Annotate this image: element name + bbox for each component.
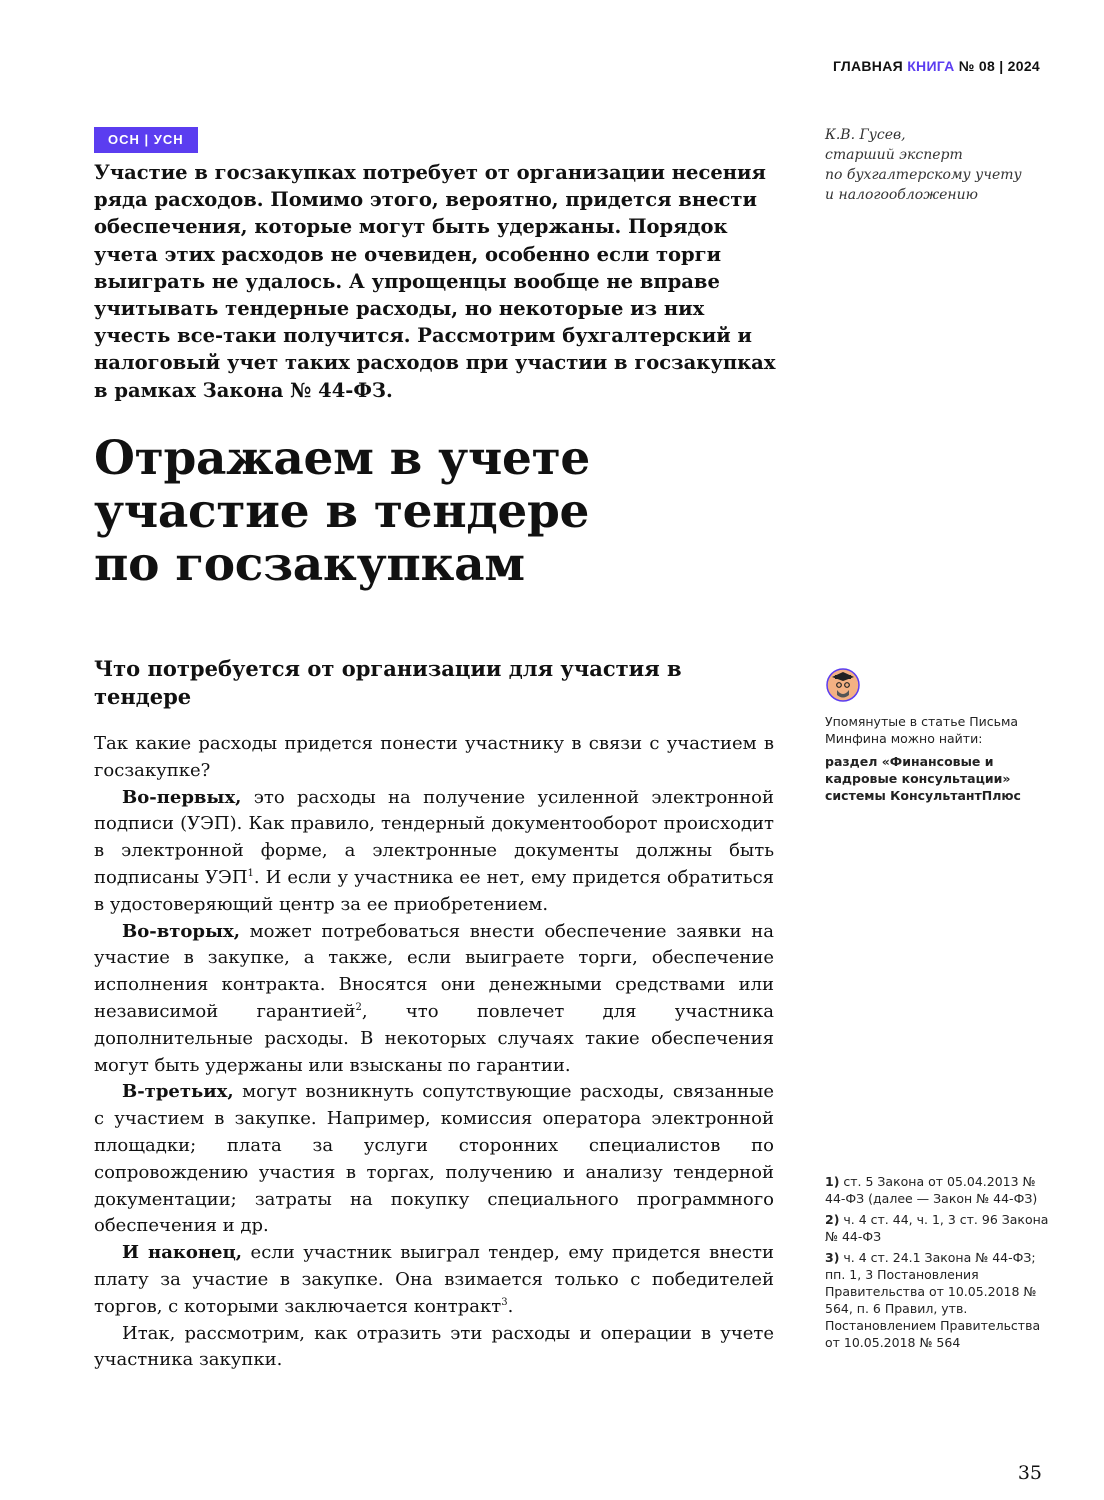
tax-regime-badge: ОСН | УСН	[94, 127, 198, 153]
paragraph-fourth	[94, 1240, 774, 1320]
paragraph-text: , что повлечет для участника дополнительные расходы. В некоторых случаях такие обеспечения могут быть удержаны или взысканы по гарантии.	[94, 1000, 774, 1076]
sidenote-source: раздел «Финансовые и кадровые консультации» системы КонсультантПлюс	[825, 754, 1021, 803]
title-line: участие в тендере	[94, 484, 590, 539]
consultant-avatar-icon	[826, 668, 860, 702]
paragraph-second	[94, 919, 774, 1080]
author-block	[825, 125, 1065, 205]
paragraph-text: .	[507, 1295, 514, 1317]
paragraph-lead: Во-первых,	[122, 786, 242, 808]
paragraph-lead: В-третьих,	[122, 1081, 234, 1103]
paragraph-text: если участник выиграл тендер, ему придется внести плату за участие в закупке. Она взимается только с победителей торгов, с которыми заключается контракт	[94, 1242, 774, 1317]
title-line: Отражаем в учете	[94, 431, 591, 486]
paragraph-text: могут возникнуть сопутствующие расходы, связанные с участием в закупке. Например, комиссия оператора электронной площадки; плата за услуги сторонних специалистов по сопровождению участия в торгах, получению и анализу тендерной документации; затраты на покупку специального программного обеспечения и др.	[94, 1081, 774, 1237]
footnote-ref[interactable]: 2	[355, 1001, 362, 1013]
title-line: по госзакупкам	[94, 537, 525, 592]
paragraph-text: . И если у участника ее нет, ему придется обратиться в удостоверяющий центр за ее приобретением.	[94, 866, 775, 915]
paragraph-first	[94, 785, 774, 919]
paragraph-text: это расходы на получение усиленной электронной подписи (УЭП). Как правило, тендерный документооборот происходит в электронной форме, а электронные документы должны быть подписаны УЭП	[94, 786, 774, 888]
footnote-number: 3)	[825, 1250, 840, 1265]
page-number: 35	[1017, 1462, 1042, 1484]
masthead-part1: ГЛАВНАЯ	[832, 58, 903, 74]
footnote-number: 1)	[825, 1174, 840, 1189]
footnote-ref[interactable]: 3	[501, 1296, 508, 1308]
footnote-number: 2)	[825, 1212, 840, 1227]
author-name: К.В. Гусев,	[825, 127, 906, 143]
article-lead: Участие в госзакупках потребует от организации несения ряда расходов. Помимо этого, вероятно, придется внести обеспечения, которые могут быть удержаны. Порядок учета этих расходов не очевиден, особенно если торги выиграть не удалось. А упрощенцы вообще не вправе учитывать тендерные расходы, но некоторые из них учесть все-таки получится. Рассмотрим бухгалтерский и налоговый учет таких расходов при участии в госзакупках в рамках Закона № 44-ФЗ.	[94, 161, 776, 402]
footnote-ref[interactable]: 1	[247, 867, 254, 879]
sidenote-text: Упомянутые в статье Письма Минфина можно найти:	[825, 714, 1019, 746]
paragraph-text: может потребоваться внести обеспечение заявки на участие в закупке, а также, если выиграете торги, обеспечение исполнения контракта. Вносятся они денежными средствами или независимой гарантией	[94, 920, 774, 1022]
issue-number: № 08 | 2024	[958, 58, 1040, 74]
paragraph-third	[94, 1079, 774, 1240]
footnote-text: ч. 4 ст. 24.1 Закона № 44-ФЗ; пп. 1, 3 Постановления Правительства от 10.05.2018 № 564, п. 6 Правил, утв. Постановлением Правительства от 10.05.2018 № 564	[825, 1250, 1041, 1350]
magazine-masthead	[700, 58, 1040, 74]
footnote-item	[825, 1249, 1055, 1351]
intro-paragraph: Так какие расходы придется понести участнику в связи с участием в госзакупке?	[94, 733, 774, 781]
masthead-part2: КНИГА	[907, 58, 955, 74]
footnote-text: ч. 4 ст. 44, ч. 1, 3 ст. 96 Закона № 44-ФЗ	[825, 1212, 1049, 1244]
author-role-line: и налогообложению	[825, 187, 978, 203]
footnotes	[825, 1173, 1055, 1355]
article-body	[94, 731, 774, 1374]
author-role-line: по бухгалтерскому учету	[825, 167, 1022, 183]
article-title	[94, 432, 814, 591]
sidenote	[825, 713, 1065, 804]
paragraph-lead: Во-вторых,	[122, 920, 240, 942]
paragraph-lead: И наконец,	[122, 1242, 243, 1264]
footnote-item	[825, 1211, 1055, 1245]
footnote-text: ст. 5 Закона от 05.04.2013 № 44-ФЗ (далее — Закон № 44-ФЗ)	[825, 1174, 1038, 1206]
section-heading: Что потребуется от организации для участия в тендере	[94, 656, 682, 709]
conclusion-paragraph: Итак, рассмотрим, как отразить эти расходы и операции в учете участника закупки.	[94, 1322, 774, 1371]
footnote-item	[825, 1173, 1055, 1207]
author-role-line: старший эксперт	[825, 147, 963, 163]
